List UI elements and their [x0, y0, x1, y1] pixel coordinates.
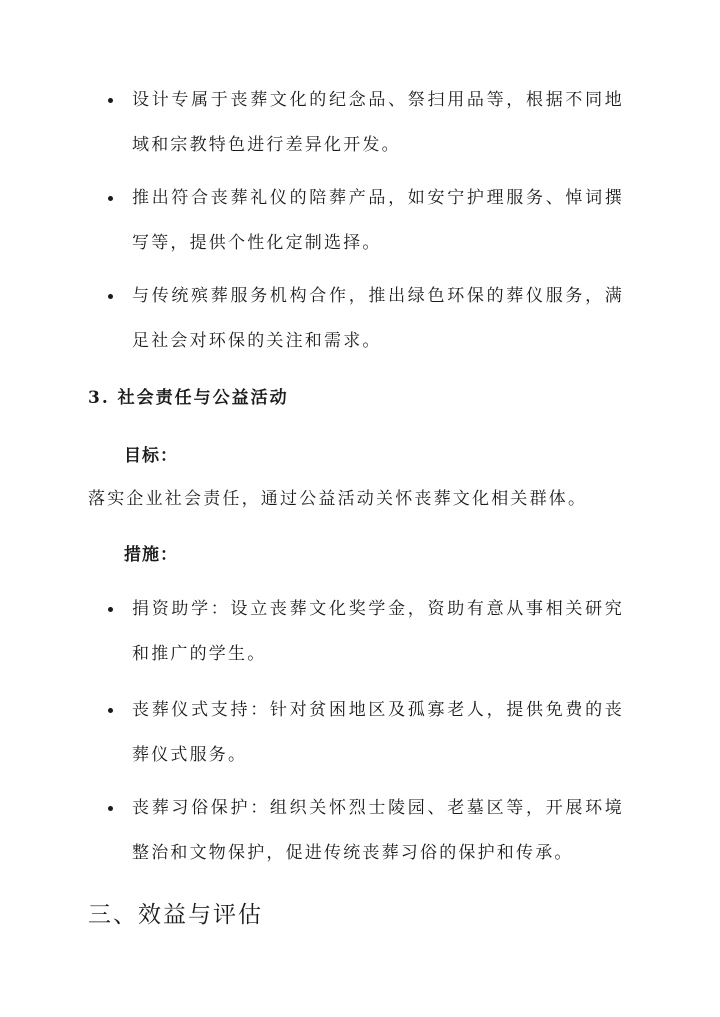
list-item-text: 推出符合丧葬礼仪的陪葬产品，如安宁护理服务、悼词撰写等，提供个性化定制选择。 [132, 188, 624, 253]
bullet-icon [108, 607, 113, 612]
bullet-icon [108, 98, 113, 103]
chapter-heading: 三、效益与评估 [88, 902, 263, 928]
list-item-text: 设计专属于丧葬文化的纪念品、祭扫用品等，根据不同地域和宗教特色进行差异化开发。 [132, 90, 624, 155]
bullet-icon [108, 806, 113, 811]
section-heading: 3. 社会责任与公益活动 [88, 388, 289, 408]
bullet-icon [108, 708, 113, 713]
bullet-icon [108, 196, 113, 201]
bullet-icon [108, 294, 113, 299]
list-item-text: 丧葬习俗保护：组织关怀烈士陵园、老墓区等，开展环境整治和文物保护，促进传统丧葬习俗的保护和传承。 [132, 798, 624, 863]
goal-label: 目标： [124, 446, 178, 466]
goal-text: 落实企业社会责任，通过公益活动关怀丧葬文化相关群体。 [88, 489, 588, 509]
measures-label: 措施： [124, 545, 178, 565]
list-item-text: 与传统殡葬服务机构合作，推出绿色环保的葬仪服务，满足社会对环保的关注和需求。 [132, 286, 624, 351]
list-item-text: 捐资助学：设立丧葬文化奖学金，资助有意从事相关研究和推广的学生。 [132, 599, 624, 664]
list-item-text: 丧葬仪式支持：针对贫困地区及孤寡老人，提供免费的丧葬仪式服务。 [132, 700, 624, 765]
